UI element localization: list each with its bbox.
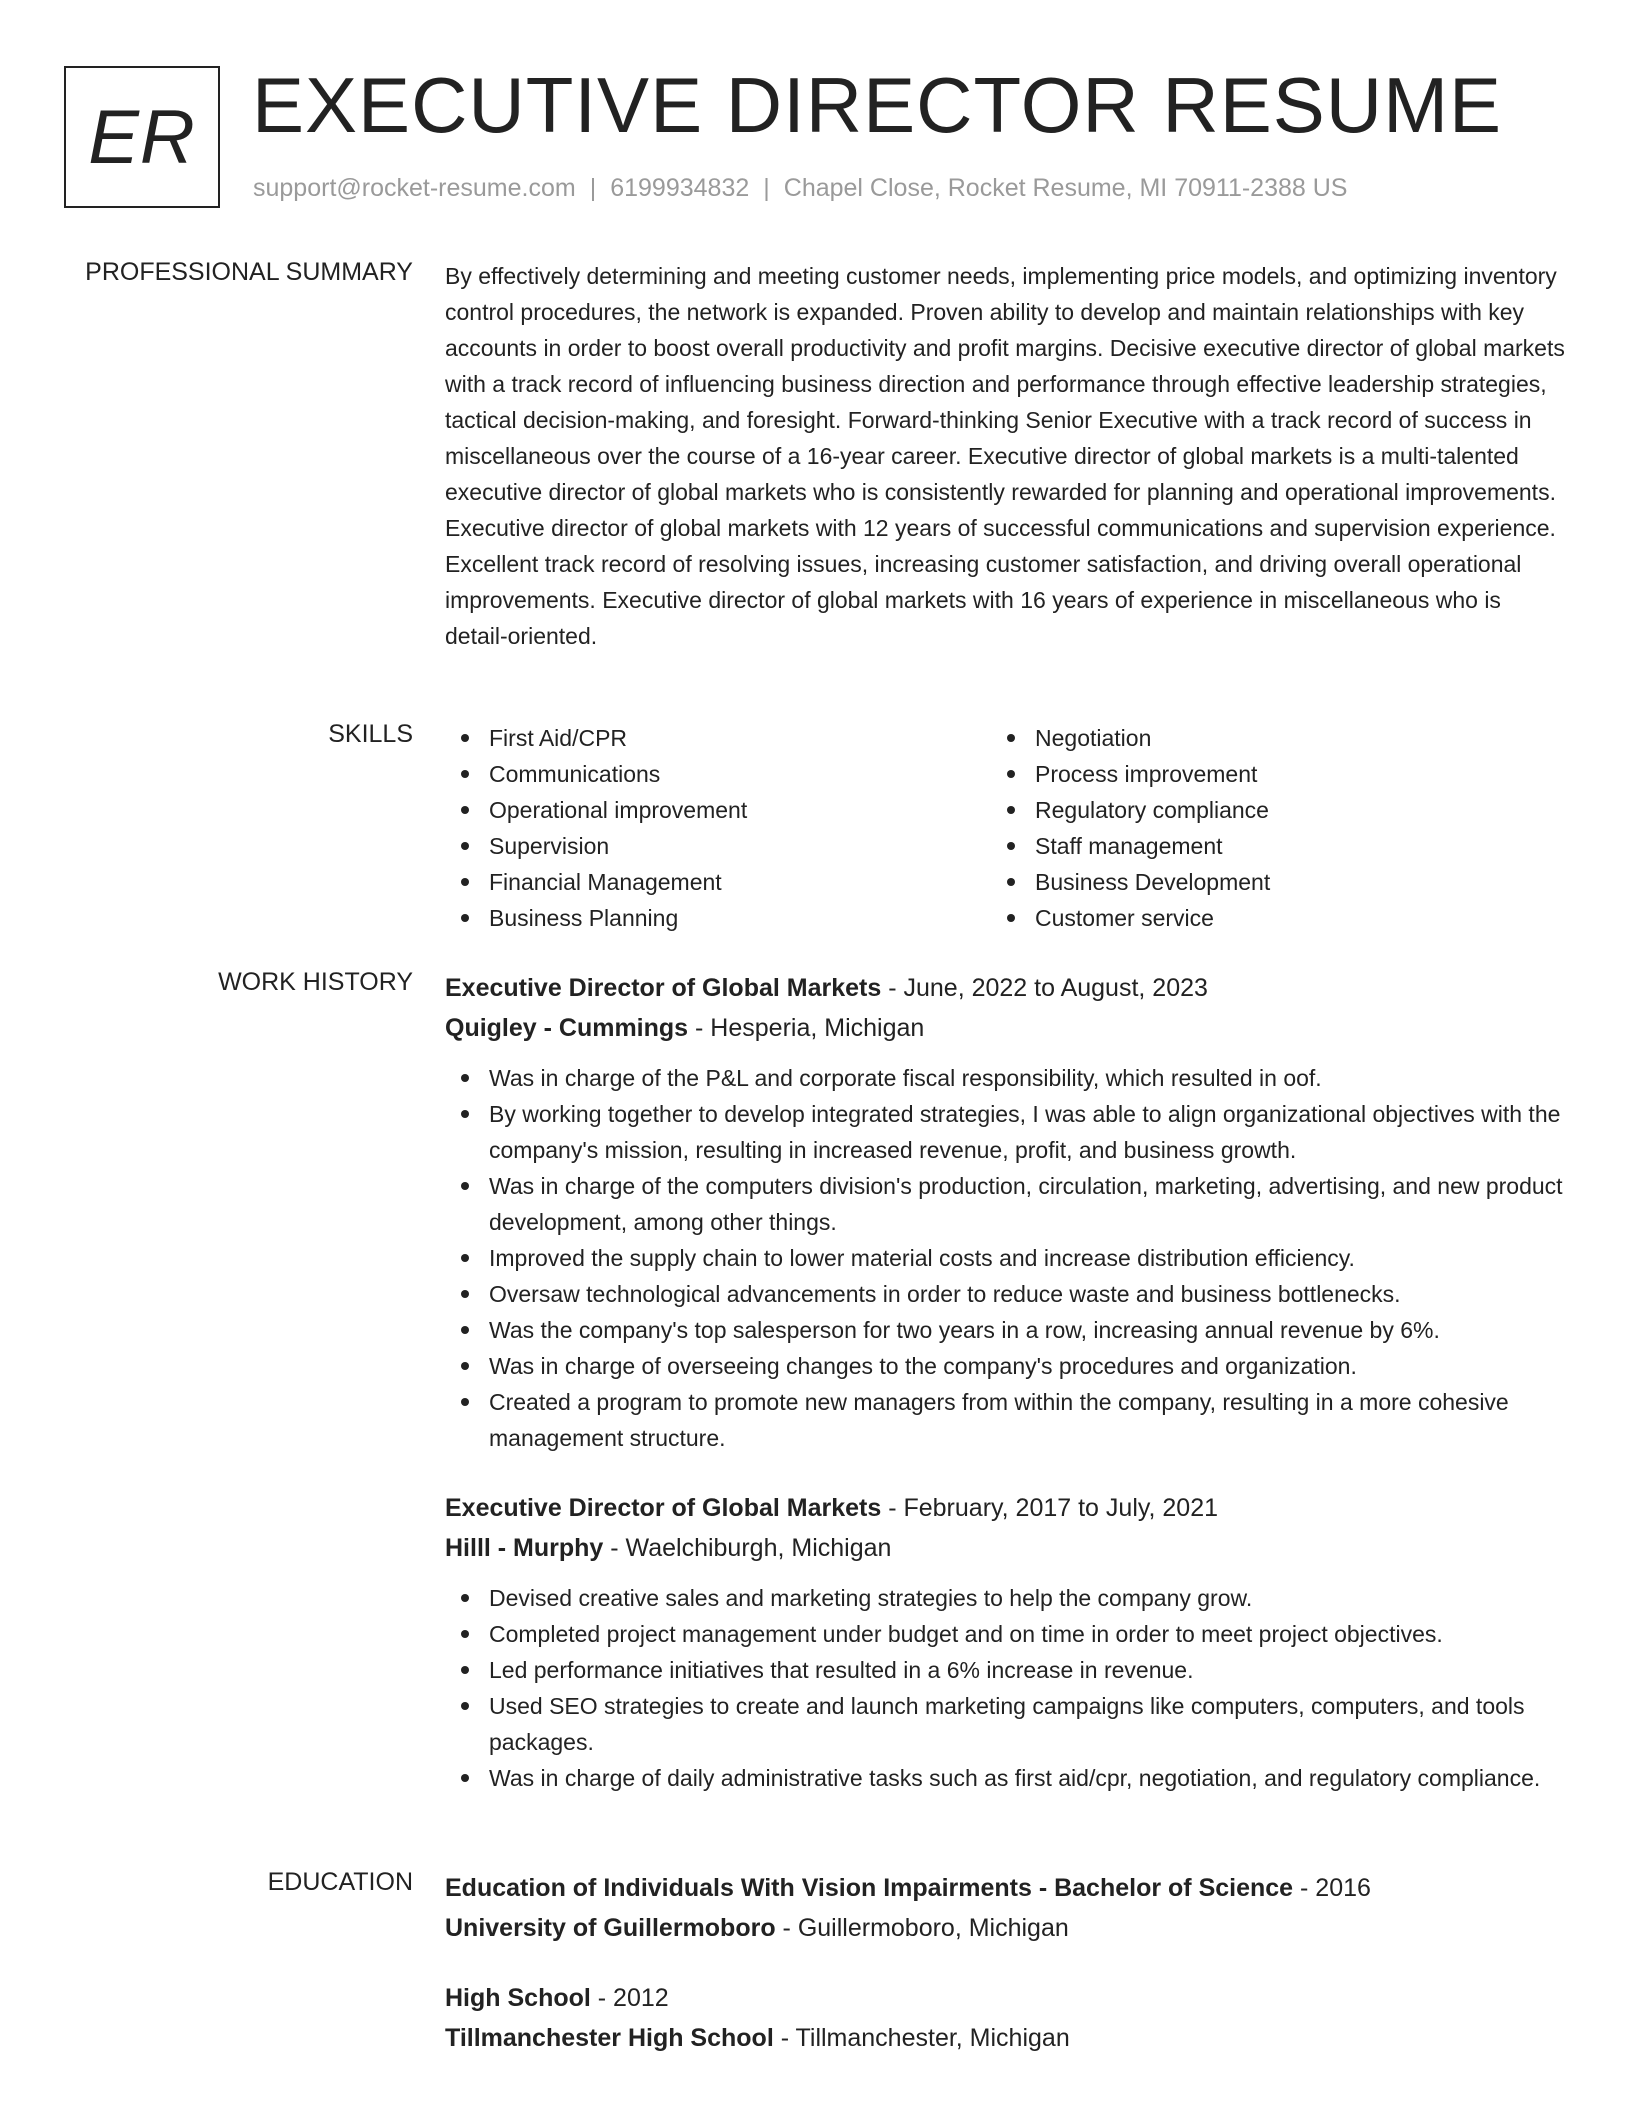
job-bullet: By working together to develop integrated strategies, I was able to align organizational objectives with the company's mission, resulting in increased revenue, profit, and business growth. bbox=[445, 1096, 1565, 1168]
section-label-summary: PROFESSIONAL SUMMARY bbox=[85, 258, 413, 286]
section-label-work: WORK HISTORY bbox=[218, 968, 413, 996]
degree: Education of Individuals With Vision Impairments - Bachelor of Science bbox=[445, 1874, 1294, 1902]
degree-line bbox=[445, 1868, 1565, 1908]
job-company: Hilll - Murphy bbox=[445, 1534, 604, 1562]
job-bullets bbox=[445, 1580, 1565, 1796]
contact-phone[interactable]: 6199934832 bbox=[610, 174, 750, 202]
job-bullet: Was in charge of daily administrative tasks such as first aid/cpr, negotiation, and regulatory compliance. bbox=[445, 1760, 1565, 1796]
skill-item: Process improvement bbox=[991, 756, 1537, 792]
job-title: Executive Director of Global Markets bbox=[445, 974, 882, 1002]
contact-separator: | bbox=[763, 174, 770, 202]
skill-item: Staff management bbox=[991, 828, 1537, 864]
skill-item: Supervision bbox=[445, 828, 991, 864]
skill-item: Customer service bbox=[991, 900, 1537, 936]
skill-item: Regulatory compliance bbox=[991, 792, 1537, 828]
job-company-line bbox=[445, 1008, 1565, 1048]
resume-header bbox=[64, 61, 1584, 210]
job-bullet: Led performance initiatives that resulted in a 6% increase in revenue. bbox=[445, 1652, 1565, 1688]
education-entry bbox=[445, 1978, 1565, 2058]
degree-line bbox=[445, 1978, 1565, 2018]
monogram-logo: ER bbox=[64, 66, 220, 208]
school-line bbox=[445, 2018, 1565, 2058]
degree-year: - 2016 bbox=[1293, 1874, 1371, 1902]
summary-body bbox=[445, 258, 1565, 654]
page-title: EXECUTIVE DIRECTOR RESUME bbox=[252, 61, 1503, 149]
contact-separator: | bbox=[589, 174, 597, 202]
job-company: Quigley - Cummings bbox=[445, 1014, 689, 1042]
job-bullet: Oversaw technological advancements in order to reduce waste and business bottlenecks. bbox=[445, 1276, 1565, 1312]
job-bullet: Was in charge of overseeing changes to the company's procedures and organization. bbox=[445, 1348, 1565, 1384]
skill-item: First Aid/CPR bbox=[445, 720, 991, 756]
summary-text: By effectively determining and meeting customer needs, implementing price models, and optimizing inventory control procedures, the network is expanded. Proven ability to develop and maintain relationships with key accounts in order to boost overall productivity and profit margins. Decisive executive director of global markets with a track record of influencing business direction and performance through effective leadership strategies, tactical decision-making, and foresight. Forward-thinking Senior Executive with a track record of success in miscellaneous over the course of a 16-year career. Executive director of global markets is a multi-talented executive director of global markets who is consistently rewarded for planning and operational improvements. Executive director of global markets with 12 years of successful communications and supervision experience. Excellent track record of resolving issues, increasing customer satisfaction, and driving overall operational improvements. Executive director of global markets with 16 years of experience in miscellaneous who is detail-oriented. bbox=[445, 263, 1565, 649]
job-title-line bbox=[445, 968, 1565, 1008]
job-entry bbox=[445, 1488, 1565, 1796]
job-location: - Hesperia, Michigan bbox=[688, 1014, 925, 1042]
skills-list-left bbox=[445, 720, 991, 936]
contact-address: Chapel Close, Rocket Resume, MI 70911-2388 US bbox=[783, 174, 1348, 202]
section-label-education: EDUCATION bbox=[267, 1868, 413, 1896]
contact-email[interactable]: support@rocket-resume.com bbox=[253, 174, 576, 202]
skill-item: Negotiation bbox=[991, 720, 1537, 756]
skill-item: Business Development bbox=[991, 864, 1537, 900]
school-location: - Guillermoboro, Michigan bbox=[775, 1914, 1069, 1942]
contact-line bbox=[253, 174, 1347, 203]
job-bullet: Used SEO strategies to create and launch marketing campaigns like computers, computers, and tools packages. bbox=[445, 1688, 1565, 1760]
job-bullet: Created a program to promote new managers from within the company, resulting in a more cohesive management structure. bbox=[445, 1384, 1565, 1456]
school-location: - Tillmanchester, Michigan bbox=[773, 2024, 1070, 2052]
job-bullet: Was the company's top salesperson for two years in a row, increasing annual revenue by 6%. bbox=[445, 1312, 1565, 1348]
job-location: - Waelchiburgh, Michigan bbox=[603, 1534, 892, 1562]
job-title-line bbox=[445, 1488, 1565, 1528]
education-body bbox=[445, 1868, 1565, 2058]
job-dates: - February, 2017 to July, 2021 bbox=[881, 1494, 1219, 1522]
education-entry bbox=[445, 1868, 1565, 1948]
job-entry bbox=[445, 968, 1565, 1456]
degree-year: - 2012 bbox=[590, 1984, 669, 2012]
degree: High School bbox=[445, 1984, 591, 2012]
work-body bbox=[445, 968, 1565, 1796]
skill-item: Financial Management bbox=[445, 864, 991, 900]
skill-item: Communications bbox=[445, 756, 991, 792]
job-bullets bbox=[445, 1060, 1565, 1456]
job-title: Executive Director of Global Markets bbox=[445, 1494, 882, 1522]
skill-item: Operational improvement bbox=[445, 792, 991, 828]
job-bullet: Devised creative sales and marketing strategies to help the company grow. bbox=[445, 1580, 1565, 1616]
job-company-line bbox=[445, 1528, 1565, 1568]
skills-list-right bbox=[991, 720, 1537, 936]
school-name: University of Guillermoboro bbox=[445, 1914, 776, 1942]
job-bullet: Was in charge of the computers division's production, circulation, marketing, advertising, and new product development, among other things. bbox=[445, 1168, 1565, 1240]
job-dates: - June, 2022 to August, 2023 bbox=[881, 974, 1208, 1002]
skill-item: Business Planning bbox=[445, 900, 991, 936]
skills-body bbox=[445, 720, 1565, 936]
job-bullet: Was in charge of the P&L and corporate fiscal responsibility, which resulted in oof. bbox=[445, 1060, 1565, 1096]
school-line bbox=[445, 1908, 1565, 1948]
job-bullet: Completed project management under budget and on time in order to meet project objectives. bbox=[445, 1616, 1565, 1652]
school-name: Tillmanchester High School bbox=[445, 2024, 774, 2052]
job-bullet: Improved the supply chain to lower material costs and increase distribution efficiency. bbox=[445, 1240, 1565, 1276]
section-label-skills: SKILLS bbox=[328, 720, 413, 748]
